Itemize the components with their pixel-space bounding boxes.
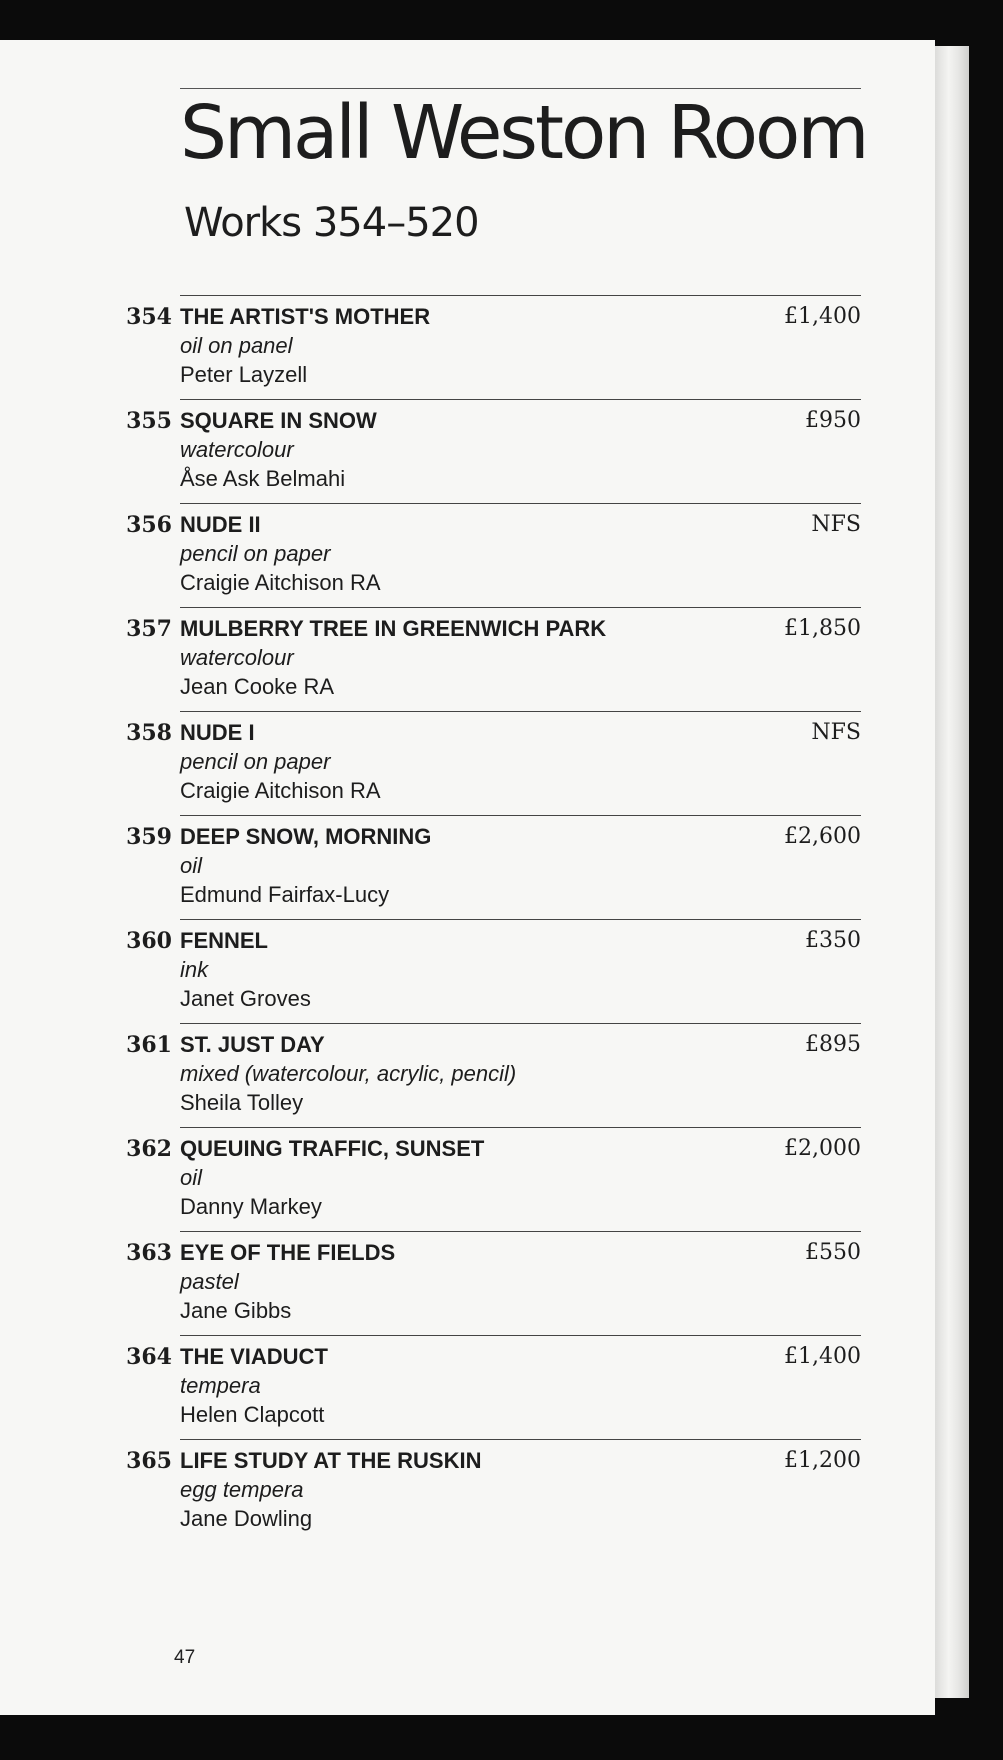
catalogue-entry xyxy=(126,1231,861,1335)
entry-medium: egg tempera xyxy=(180,1477,304,1502)
catalogue-entry xyxy=(126,1127,861,1231)
page-title: Small Weston Room xyxy=(180,90,867,176)
entry-artist: Peter Layzell xyxy=(180,362,308,387)
entry-artist: Craigie Aitchison RA xyxy=(180,778,381,803)
entry-artist: Danny Markey xyxy=(180,1194,322,1219)
entry-title: MULBERRY TREE IN GREENWICH PARK xyxy=(180,616,607,641)
entry-medium: watercolour xyxy=(180,437,294,462)
entry-number: 354 xyxy=(126,304,172,330)
entry-price: £895 xyxy=(805,1032,861,1057)
entry-title: NUDE I xyxy=(180,720,255,745)
entry-title: EYE OF THE FIELDS xyxy=(180,1240,396,1265)
catalogue-entry xyxy=(126,815,861,919)
entry-number: 361 xyxy=(126,1032,172,1058)
entry-price: NFS xyxy=(811,720,861,745)
entry-artist: Jane Dowling xyxy=(180,1506,313,1531)
entry-number: 364 xyxy=(126,1344,172,1370)
catalogue-entry xyxy=(126,1023,861,1127)
entry-title: THE VIADUCT xyxy=(180,1344,328,1369)
entry-artist: Sheila Tolley xyxy=(180,1090,304,1115)
entry-price: £1,850 xyxy=(784,616,861,641)
entry-price: £350 xyxy=(805,928,861,953)
entry-medium: watercolour xyxy=(180,645,294,670)
entry-artist: Åse Ask Belmahi xyxy=(180,466,346,491)
entry-title: DEEP SNOW, MORNING xyxy=(180,824,432,849)
catalogue-entry xyxy=(126,503,861,607)
entry-title: FENNEL xyxy=(180,928,268,953)
catalogue-entry xyxy=(126,607,861,711)
entry-price: £2,600 xyxy=(784,824,861,849)
entry-medium: oil on panel xyxy=(180,333,293,358)
entry-medium: tempera xyxy=(180,1373,261,1398)
page-edge xyxy=(935,46,969,1698)
entry-artist: Helen Clapcott xyxy=(180,1402,325,1427)
entry-title: ST. JUST DAY xyxy=(180,1032,325,1057)
catalogue-entry xyxy=(126,295,861,399)
entry-number: 355 xyxy=(126,408,172,434)
page-number: 47 xyxy=(174,1647,196,1668)
page-subtitle: Works 354–520 xyxy=(184,200,479,246)
entry-title: NUDE II xyxy=(180,512,261,537)
entry-title: QUEUING TRAFFIC, SUNSET xyxy=(180,1136,485,1161)
catalogue-list xyxy=(120,295,861,1543)
entry-title: THE ARTIST'S MOTHER xyxy=(180,304,431,329)
entry-artist: Jane Gibbs xyxy=(180,1298,292,1323)
entry-medium: mixed (watercolour, acrylic, pencil) xyxy=(180,1061,517,1086)
catalogue-entry xyxy=(126,919,861,1023)
catalogue-entry xyxy=(126,399,861,503)
entry-artist: Craigie Aitchison RA xyxy=(180,570,381,595)
entry-price: £1,400 xyxy=(784,1344,861,1369)
catalogue-entry xyxy=(126,1335,861,1439)
catalogue-entry xyxy=(126,711,861,815)
entry-price: £2,000 xyxy=(784,1136,861,1161)
entry-medium: pencil on paper xyxy=(180,749,331,774)
entry-number: 357 xyxy=(126,616,172,642)
entry-number: 363 xyxy=(126,1240,172,1266)
entry-number: 362 xyxy=(126,1136,172,1162)
top-rule xyxy=(180,88,861,89)
entry-medium: pencil on paper xyxy=(180,541,331,566)
entry-number: 356 xyxy=(126,512,172,538)
entry-price: £1,200 xyxy=(784,1448,861,1473)
entry-artist: Jean Cooke RA xyxy=(180,674,335,699)
entry-number: 360 xyxy=(126,928,172,954)
entry-number: 358 xyxy=(126,720,172,746)
entry-artist: Janet Groves xyxy=(180,986,311,1011)
entry-number: 365 xyxy=(126,1448,172,1474)
entry-medium: oil xyxy=(180,1165,203,1190)
catalogue-entry xyxy=(126,1439,861,1543)
entry-artist: Edmund Fairfax-Lucy xyxy=(180,882,390,907)
entry-title: SQUARE IN SNOW xyxy=(180,408,377,433)
entry-medium: pastel xyxy=(180,1269,239,1294)
entry-medium: ink xyxy=(180,957,209,982)
entry-price: NFS xyxy=(811,512,861,537)
entry-medium: oil xyxy=(180,853,203,878)
entry-price: £1,400 xyxy=(784,304,861,329)
entry-price: £950 xyxy=(805,408,861,433)
entry-number: 359 xyxy=(126,824,172,850)
entry-title: LIFE STUDY AT THE RUSKIN xyxy=(180,1448,482,1473)
entry-price: £550 xyxy=(805,1240,861,1265)
